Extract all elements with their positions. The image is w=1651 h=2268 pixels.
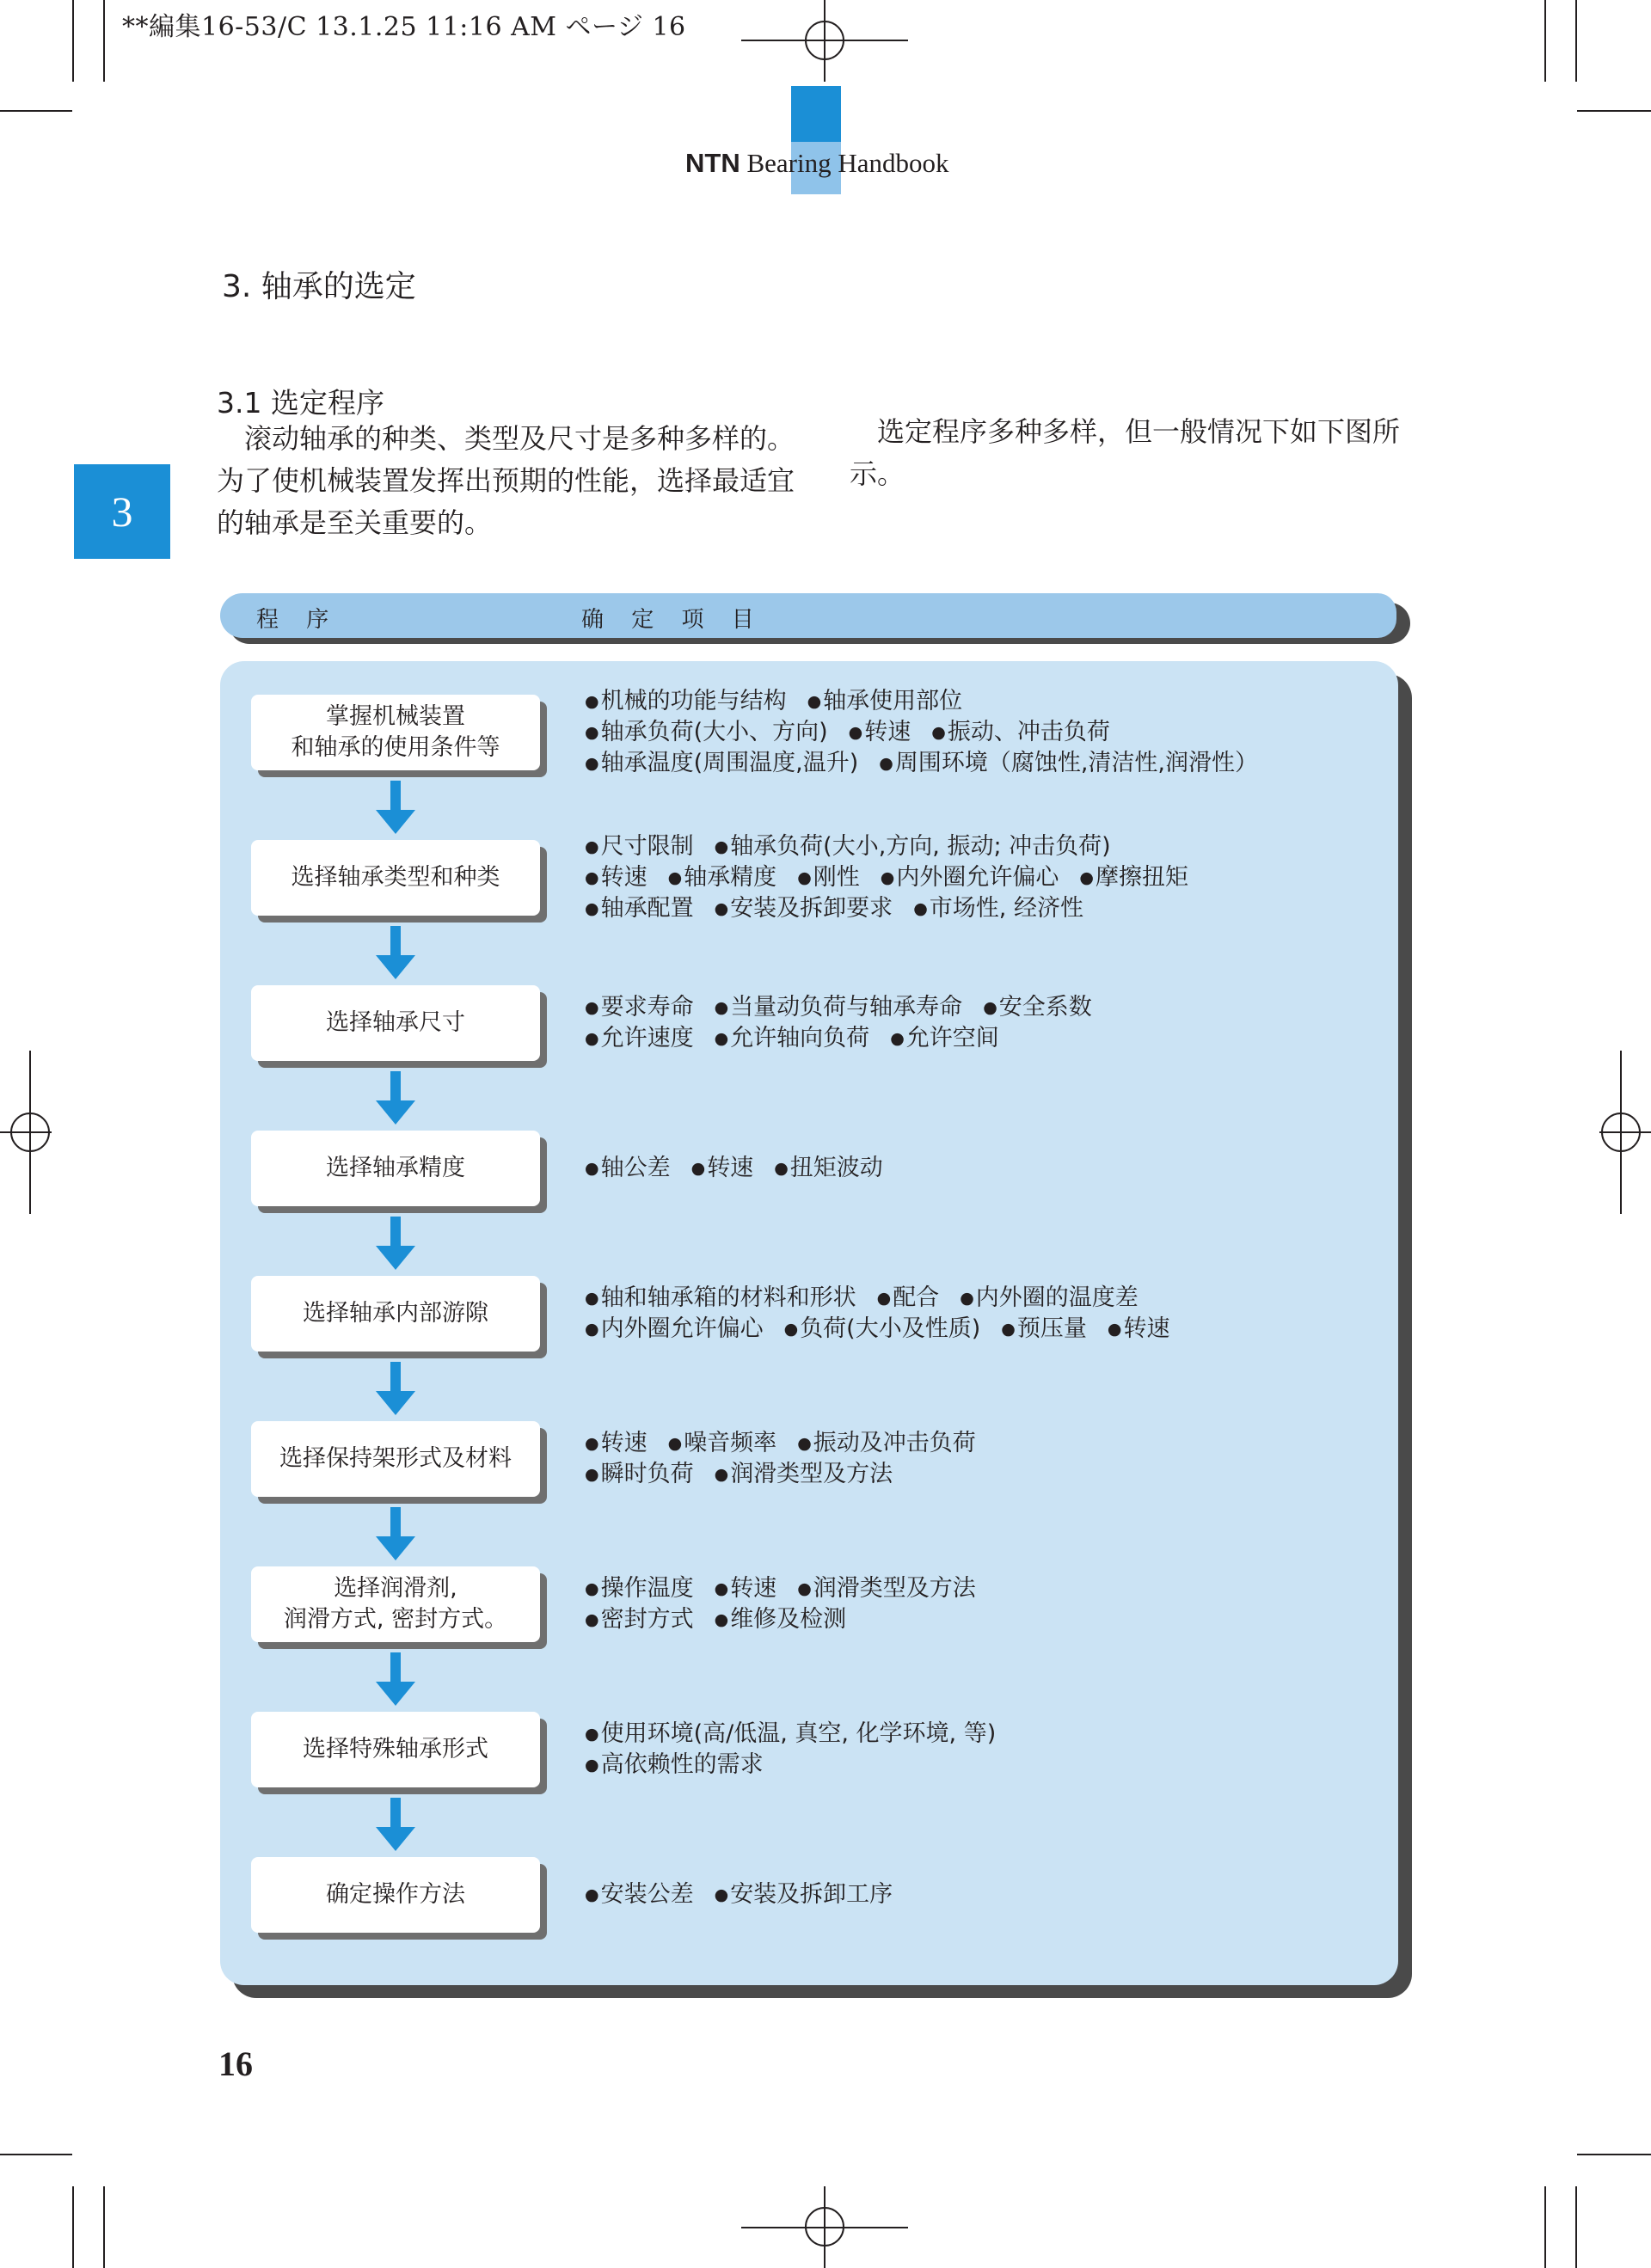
down-arrow-icon bbox=[374, 1071, 417, 1125]
crop-mark bbox=[1577, 2154, 1651, 2155]
crop-mark bbox=[0, 110, 72, 112]
crop-mark bbox=[103, 2186, 105, 2268]
item-row bbox=[585, 1719, 1016, 1750]
bullet-item: ● 转速 bbox=[1108, 1315, 1170, 1342]
flowchart-header-bar bbox=[220, 593, 1396, 638]
bullet-item: ● 内外圈允许偏心 bbox=[881, 864, 1059, 891]
bullet-item: ● 内外圈的温度差 bbox=[960, 1284, 1139, 1311]
bullet-item: ● 安装及拆卸要求 bbox=[715, 895, 893, 922]
step-box bbox=[251, 1276, 540, 1352]
bullet-item: ● 高依赖性的需求 bbox=[585, 1751, 764, 1778]
bullet-item: ● 周围环境（腐蚀性,清洁性,润滑性） bbox=[879, 750, 1258, 776]
item-row bbox=[585, 1750, 1016, 1781]
bullet-item: ● 安装公差 bbox=[585, 1881, 694, 1908]
bullet-item: ● 安装及拆卸工序 bbox=[715, 1881, 893, 1908]
bullet-item: ● 当量动负荷与轴承寿命 bbox=[715, 994, 963, 1021]
bullet-item: ● 轴承温度(周围温度,温升) bbox=[585, 750, 858, 776]
section-title: 3. 轴承的选定 bbox=[222, 269, 416, 304]
bullet-item: ● 维修及检测 bbox=[715, 1606, 847, 1633]
column-header-procedure: 程 序 bbox=[256, 607, 340, 633]
step-label-line: 选择轴承类型和种类 bbox=[291, 864, 500, 891]
bullet-item: ● 润滑类型及方法 bbox=[797, 1575, 976, 1602]
step-items bbox=[585, 1573, 997, 1635]
step-label-line: 选择特殊轴承形式 bbox=[303, 1736, 488, 1762]
step-label-line: 和轴承的使用条件等 bbox=[291, 734, 500, 761]
bullet-item: ● 转速 bbox=[585, 864, 648, 891]
bullet-item: ● 转速 bbox=[585, 1430, 648, 1456]
step-items bbox=[585, 1428, 997, 1490]
step-label-line: 选择保持架形式及材料 bbox=[279, 1445, 512, 1472]
down-arrow-icon bbox=[374, 781, 417, 834]
item-row bbox=[585, 1283, 1190, 1314]
step-box bbox=[251, 1131, 540, 1206]
bullet-item: ● 安全系数 bbox=[983, 994, 1092, 1021]
bullet-item: ● 允许轴向负荷 bbox=[715, 1025, 870, 1051]
bullet-item: ● 轴承配置 bbox=[585, 895, 694, 922]
step-box bbox=[251, 985, 540, 1061]
step-items bbox=[585, 1879, 913, 1910]
step-box bbox=[251, 1857, 540, 1933]
item-row bbox=[585, 1459, 997, 1490]
item-row bbox=[585, 1573, 997, 1604]
bullet-item: ● 配合 bbox=[877, 1284, 940, 1311]
bullet-item: ● 允许空间 bbox=[890, 1025, 999, 1051]
bullet-item: ● 内外圈允许偏心 bbox=[585, 1315, 764, 1342]
header-brand: NTN bbox=[685, 148, 740, 178]
column-header-items: 确 定 项 目 bbox=[581, 607, 764, 633]
bullet-item: ● 刚性 bbox=[797, 864, 860, 891]
bullet-item: ● 振动、冲击负荷 bbox=[931, 719, 1110, 745]
bullet-item: ● 轴承使用部位 bbox=[807, 688, 963, 714]
print-slug: **編集16-53/C 13.1.25 11:16 AM ページ 16 bbox=[122, 12, 686, 42]
down-arrow-icon bbox=[374, 1217, 417, 1270]
bullet-item: ● 振动及冲击负荷 bbox=[797, 1430, 976, 1456]
step-label bbox=[326, 1153, 465, 1184]
item-row bbox=[585, 1314, 1190, 1345]
step-label-line: 掌握机械装置 bbox=[326, 703, 465, 730]
bullet-item: ● 操作温度 bbox=[585, 1575, 694, 1602]
step-label-line: 确定操作方法 bbox=[326, 1881, 465, 1908]
bullet-item: ● 轴承负荷(大小、方向) bbox=[585, 719, 828, 745]
step-items bbox=[585, 831, 1209, 924]
crop-mark bbox=[72, 0, 74, 82]
step-items bbox=[585, 1283, 1190, 1345]
bullet-item: ● 尺寸限制 bbox=[585, 833, 694, 860]
running-header bbox=[685, 148, 949, 179]
bullet-item: ● 使用环境(高/低温, 真空, 化学环境, 等) bbox=[585, 1720, 996, 1747]
down-arrow-icon bbox=[374, 1652, 417, 1706]
crop-mark bbox=[1544, 2186, 1546, 2268]
bullet-item: ● 轴公差 bbox=[585, 1155, 671, 1181]
bullet-item: ● 轴承负荷(大小,方向, 振动; 冲击负荷) bbox=[715, 833, 1111, 860]
bullet-item: ● 预压量 bbox=[1001, 1315, 1087, 1342]
item-row bbox=[585, 1428, 997, 1459]
bullet-item: ● 扭矩波动 bbox=[774, 1155, 883, 1181]
item-row bbox=[585, 831, 1209, 862]
subsection-title: 3.1 选定程序 bbox=[217, 386, 384, 420]
item-row bbox=[585, 1604, 997, 1635]
bullet-item: ● 转速 bbox=[691, 1155, 754, 1181]
step-items bbox=[585, 992, 1113, 1054]
bullet-item: ● 允许速度 bbox=[585, 1025, 694, 1051]
step-label bbox=[326, 1008, 465, 1039]
bullet-item: ● 噪音频率 bbox=[668, 1430, 777, 1456]
crop-mark bbox=[1575, 2186, 1577, 2268]
down-arrow-icon bbox=[374, 1362, 417, 1415]
bullet-item: ● 润滑类型及方法 bbox=[715, 1461, 893, 1487]
step-items bbox=[585, 1153, 904, 1184]
down-arrow-icon bbox=[374, 1507, 417, 1560]
item-row bbox=[585, 717, 1279, 748]
crop-mark bbox=[1575, 0, 1577, 82]
item-row bbox=[585, 686, 1279, 717]
chapter-tab: 3 bbox=[74, 464, 170, 559]
bullet-item: ● 轴承精度 bbox=[668, 864, 777, 891]
step-label bbox=[284, 1573, 507, 1635]
page-number: 16 bbox=[218, 2044, 253, 2083]
down-arrow-icon bbox=[374, 1798, 417, 1851]
item-row bbox=[585, 1023, 1113, 1054]
crop-mark bbox=[1544, 0, 1546, 82]
step-box bbox=[251, 840, 540, 916]
step-box bbox=[251, 695, 540, 770]
bullet-item: ● 负荷(大小及性质) bbox=[784, 1315, 981, 1342]
crop-mark bbox=[1577, 110, 1651, 112]
item-row bbox=[585, 992, 1113, 1023]
step-label bbox=[292, 862, 500, 893]
bullet-item: ● 市场性, 经济性 bbox=[913, 895, 1083, 922]
bullet-item: ● 摩擦扭矩 bbox=[1079, 864, 1188, 891]
item-row bbox=[585, 893, 1209, 924]
item-row bbox=[585, 1153, 904, 1184]
step-label bbox=[326, 1879, 465, 1910]
bullet-item: ● 轴和轴承箱的材料和形状 bbox=[585, 1284, 856, 1311]
bullet-item: ● 转速 bbox=[849, 719, 911, 745]
step-items bbox=[585, 686, 1279, 779]
bullet-item: ● 瞬时负荷 bbox=[585, 1461, 694, 1487]
item-row bbox=[585, 862, 1209, 893]
step-label bbox=[303, 1734, 488, 1765]
step-label-line: 润滑方式, 密封方式。 bbox=[283, 1606, 508, 1633]
intro-paragraph-left: 滚动轴承的种类、类型及尺寸是多种多样的。为了使机械装置发挥出预期的性能，选择最适宜的轴承是至关重要的。 bbox=[217, 422, 795, 539]
item-row bbox=[585, 748, 1279, 779]
crop-mark bbox=[72, 2186, 74, 2268]
step-label-line: 选择轴承尺寸 bbox=[326, 1009, 465, 1036]
step-label bbox=[279, 1444, 512, 1474]
bullet-item: ● 机械的功能与结构 bbox=[585, 688, 787, 714]
step-items bbox=[585, 1719, 1016, 1781]
bullet-item: ● 要求寿命 bbox=[585, 994, 694, 1021]
step-box bbox=[251, 1421, 540, 1497]
step-box bbox=[251, 1566, 540, 1642]
header-subtitle: Bearing Handbook bbox=[740, 148, 949, 178]
crop-mark bbox=[103, 0, 105, 82]
step-label bbox=[303, 1298, 488, 1329]
bullet-item: ● 转速 bbox=[715, 1575, 777, 1602]
step-label-line: 选择轴承精度 bbox=[326, 1155, 465, 1181]
step-label-line: 选择轴承内部游隙 bbox=[303, 1300, 488, 1327]
step-label bbox=[292, 702, 500, 763]
down-arrow-icon bbox=[374, 926, 417, 979]
bullet-item: ● 密封方式 bbox=[585, 1606, 694, 1633]
item-row bbox=[585, 1879, 913, 1910]
step-label-line: 选择润滑剂, bbox=[334, 1575, 457, 1602]
crop-mark bbox=[0, 2154, 72, 2155]
step-box bbox=[251, 1712, 540, 1787]
intro-paragraph-right: 选定程序多种多样，但一般情况下如下图所示。 bbox=[850, 415, 1401, 490]
